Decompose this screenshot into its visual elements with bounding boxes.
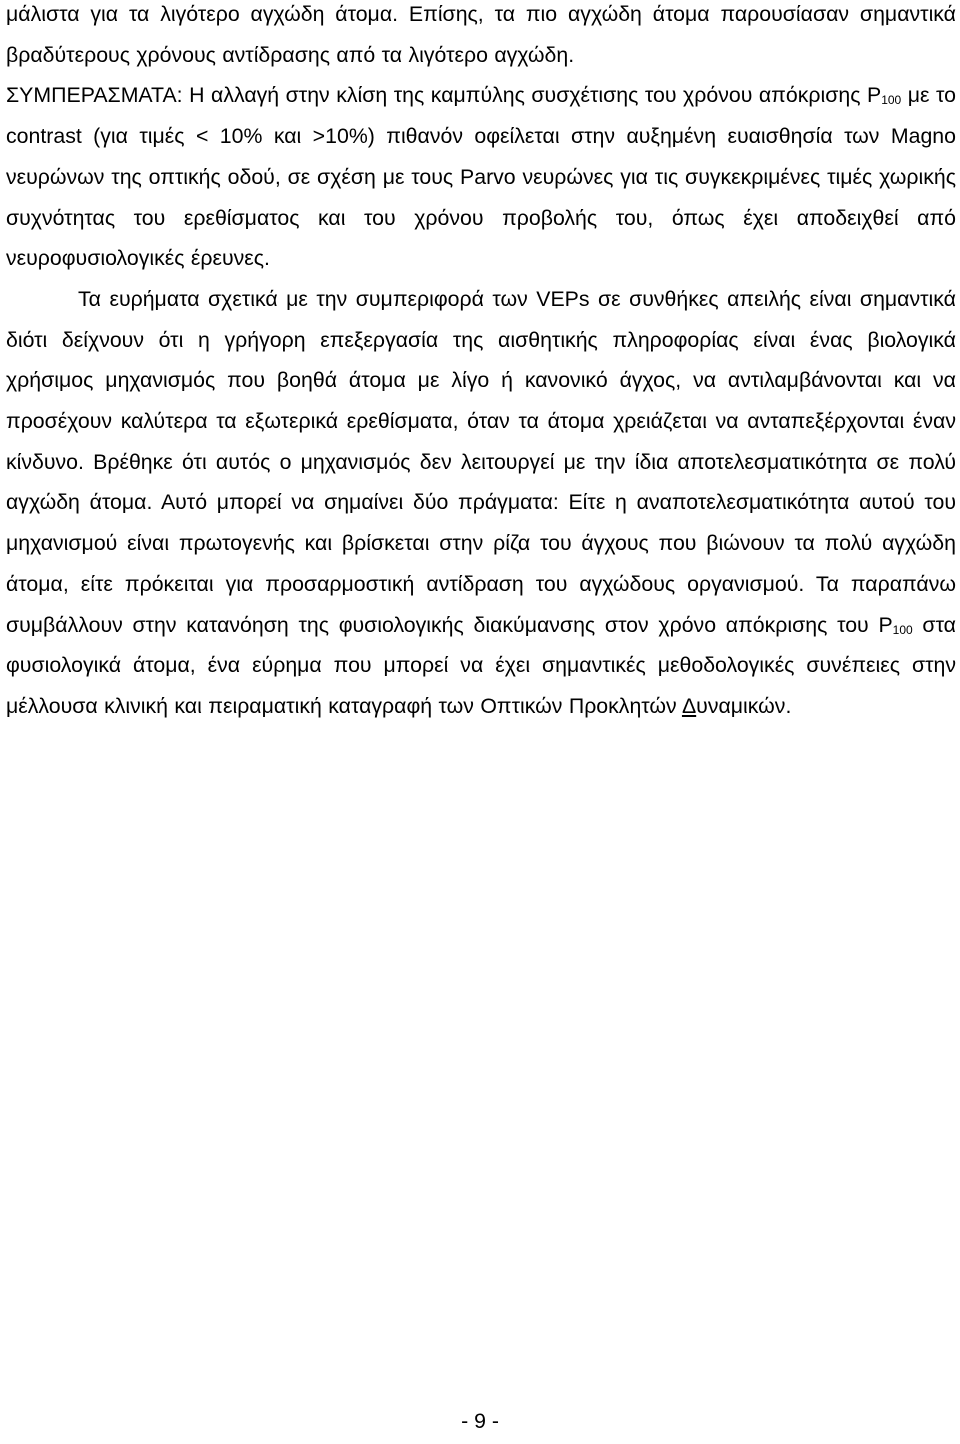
findings-text-continued: στα φυσιολογικά άτομα, ένα εύρημα που μπορεί να έχει σημαντικές μεθοδολογικές συνέπειες στην μέλλουσα κλινική και πειραματική καταγραφή των Οπτικών Προκλητών [6,612,956,718]
paragraph-continued [6,0,956,75]
paragraph-text: μάλιστα για τα λιγότερο αγχώδη άτομα. Επίσης, τα πιο αγχώδη άτομα παρουσίασαν σημαντικά βραδύτερους χρόνους αντίδρασης από τα λιγότερο αγχώδη. [6,2,956,67]
conclusions-heading: ΣΥΜΠΕΡΑΣΜΑΤΑ: [6,83,183,108]
findings-text: Τα ευρήματα σχετικά με την συμπεριφορά των VEPs σε συνθήκες απειλής είναι σημαντικά διότι δείχνουν ότι η γρήγορη επεξεργασία της αισθητικής πληροφορίας είναι ένας βιολογικά χρήσιμος μηχανισμός που βοηθά άτομα με λίγο ή κανονικό άγχος, να αντιλαμβάνονται και να προσέχουν καλύτερα τα εξωτερικά ερεθίσματα, όταν τα άτομα χρειάζεται να ανταπεξέρχονται έναν κίνδυνο. Βρέθηκε ότι αυτός ο μηχανισμός δεν λειτουργεί με την ίδια αποτελεσματικότητα σε πολύ αγχώδη άτομα. Αυτό μπορεί να σημαίνει δύο πράγματα: Είτε η αναποτελεσματικότητα αυτού του μηχανισμού είναι πρωτογενής και βρίσκεται στην ρίζα του άγχους που βιώνουν τα πολύ αγχώδη άτομα, είτε πρόκειται για προσαρμοστική αντίδραση του αγχώδους οργανισμού. Τα παραπάνω συμβάλλουν στην κατανόηση της φυσιολογικής διακύμανσης στον χρόνο απόκρισης του P [6,286,956,637]
findings-paragraph [6,279,956,727]
conclusions-text-continued: με το contrast (για τιμές < 10% και >10%) πιθανόν οφείλεται στην αυξημένη ευαισθησία των Magno νευρώνων της οπτικής οδού, σε σχέση με τους Parvo νευρώνες για τις συγκεκριμένες τιμές χωρικής συχνότητας του ερεθίσματος και του χρόνου προβολής του, όπως έχει αποδειχθεί από νευροφυσιολογικές έρευνες. [6,83,956,271]
findings-text-end: υναμικών. [696,693,792,718]
subscript: 100 [892,622,913,637]
conclusions-paragraph [6,75,956,279]
page-number: - 9 - [461,1409,499,1433]
conclusions-text: Η αλλαγή στην κλίση της καμπύλης συσχέτισης του χρόνου απόκρισης P [182,83,882,108]
document-body [6,0,956,727]
subscript: 100 [881,93,902,108]
underlined-letter: Δ [681,693,697,718]
